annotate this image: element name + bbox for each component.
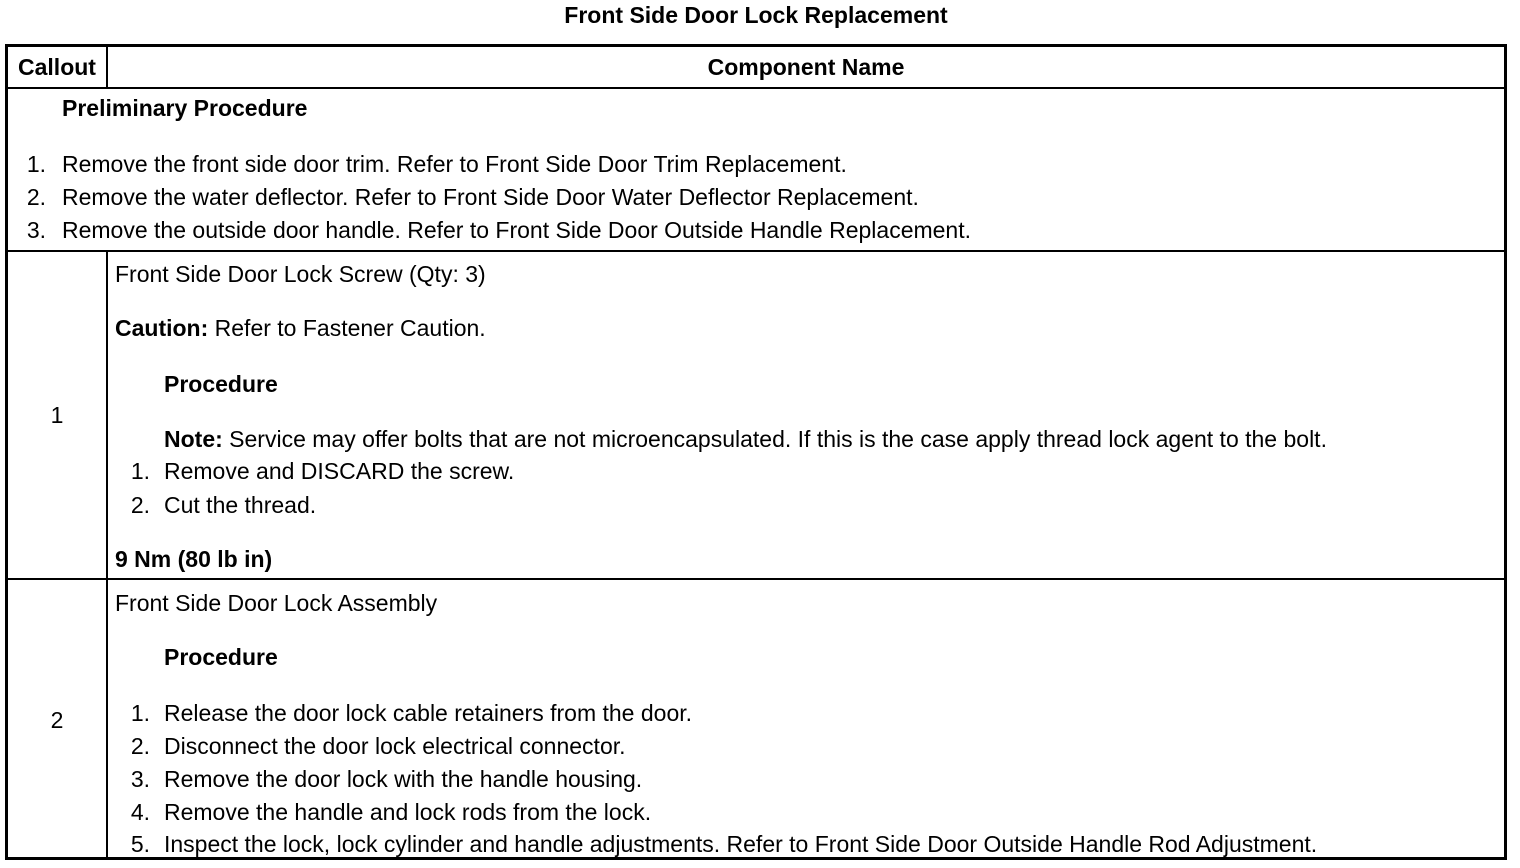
- preliminary-procedure-heading: Preliminary Procedure: [62, 95, 308, 121]
- step-number: 1.: [130, 700, 150, 726]
- step-number: 2.: [130, 492, 150, 518]
- step-text: Remove the door lock with the handle housing.: [164, 766, 643, 792]
- procedure-heading: Procedure: [164, 644, 278, 670]
- step-number: 2.: [130, 733, 150, 759]
- document-title: Front Side Door Lock Replacement: [564, 2, 948, 28]
- preliminary-step-text: Remove the water deflector. Refer to Front Side Door Water Deflector Replacement.: [62, 184, 919, 210]
- step-number: 1.: [130, 458, 150, 484]
- step-number: 3.: [130, 766, 150, 792]
- procedure-heading: Procedure: [164, 371, 278, 397]
- note-text: Service may offer bolts that are not microencapsulated. If this is the case apply thread lock agent to the bolt.: [222, 426, 1327, 452]
- torque-spec: 9 Nm (80 lb in): [115, 546, 273, 572]
- caution-label: Caution:: [115, 315, 209, 341]
- table-header-row: [8, 47, 1504, 89]
- callout-column-header: Callout: [8, 47, 108, 87]
- procedure-table: [5, 44, 1507, 860]
- component-cell: [108, 252, 1504, 578]
- component-cell: [108, 580, 1504, 860]
- step-number: 4.: [130, 799, 150, 825]
- callout-number: 1: [8, 252, 108, 578]
- preliminary-step-number: 3.: [26, 217, 46, 243]
- component-name: Front Side Door Lock Assembly: [115, 590, 438, 616]
- step-text: Release the door lock cable retainers from the door.: [164, 700, 693, 726]
- callout-number: 2: [8, 580, 108, 860]
- preliminary-procedure-row: [8, 89, 1504, 252]
- table-row: [8, 580, 1504, 860]
- table-row: [8, 252, 1504, 580]
- preliminary-step-text: Remove the outside door handle. Refer to Front Side Door Outside Handle Replacement.: [62, 217, 972, 243]
- note-line: [164, 426, 1327, 453]
- component-name-column-header: Component Name: [707, 53, 905, 80]
- step-text: Remove the handle and lock rods from the lock.: [164, 799, 652, 825]
- step-number: 5.: [130, 831, 150, 857]
- step-text: Disconnect the door lock electrical connector.: [164, 733, 626, 759]
- component-name: Front Side Door Lock Screw (Qty: 3): [115, 261, 486, 287]
- step-text: Cut the thread.: [164, 492, 317, 518]
- caution-line: [115, 315, 486, 342]
- note-label: Note:: [164, 426, 223, 452]
- preliminary-step-text: Remove the front side door trim. Refer to Front Side Door Trim Replacement.: [62, 151, 847, 177]
- preliminary-step-number: 2.: [26, 184, 46, 210]
- caution-text: Refer to Fastener Caution.: [208, 315, 486, 341]
- step-text: Remove and DISCARD the screw.: [164, 458, 515, 484]
- step-text: Inspect the lock, lock cylinder and handle adjustments. Refer to Front Side Door Outside Handle Rod Adjustment.: [164, 831, 1318, 857]
- preliminary-step-number: 1.: [26, 151, 46, 177]
